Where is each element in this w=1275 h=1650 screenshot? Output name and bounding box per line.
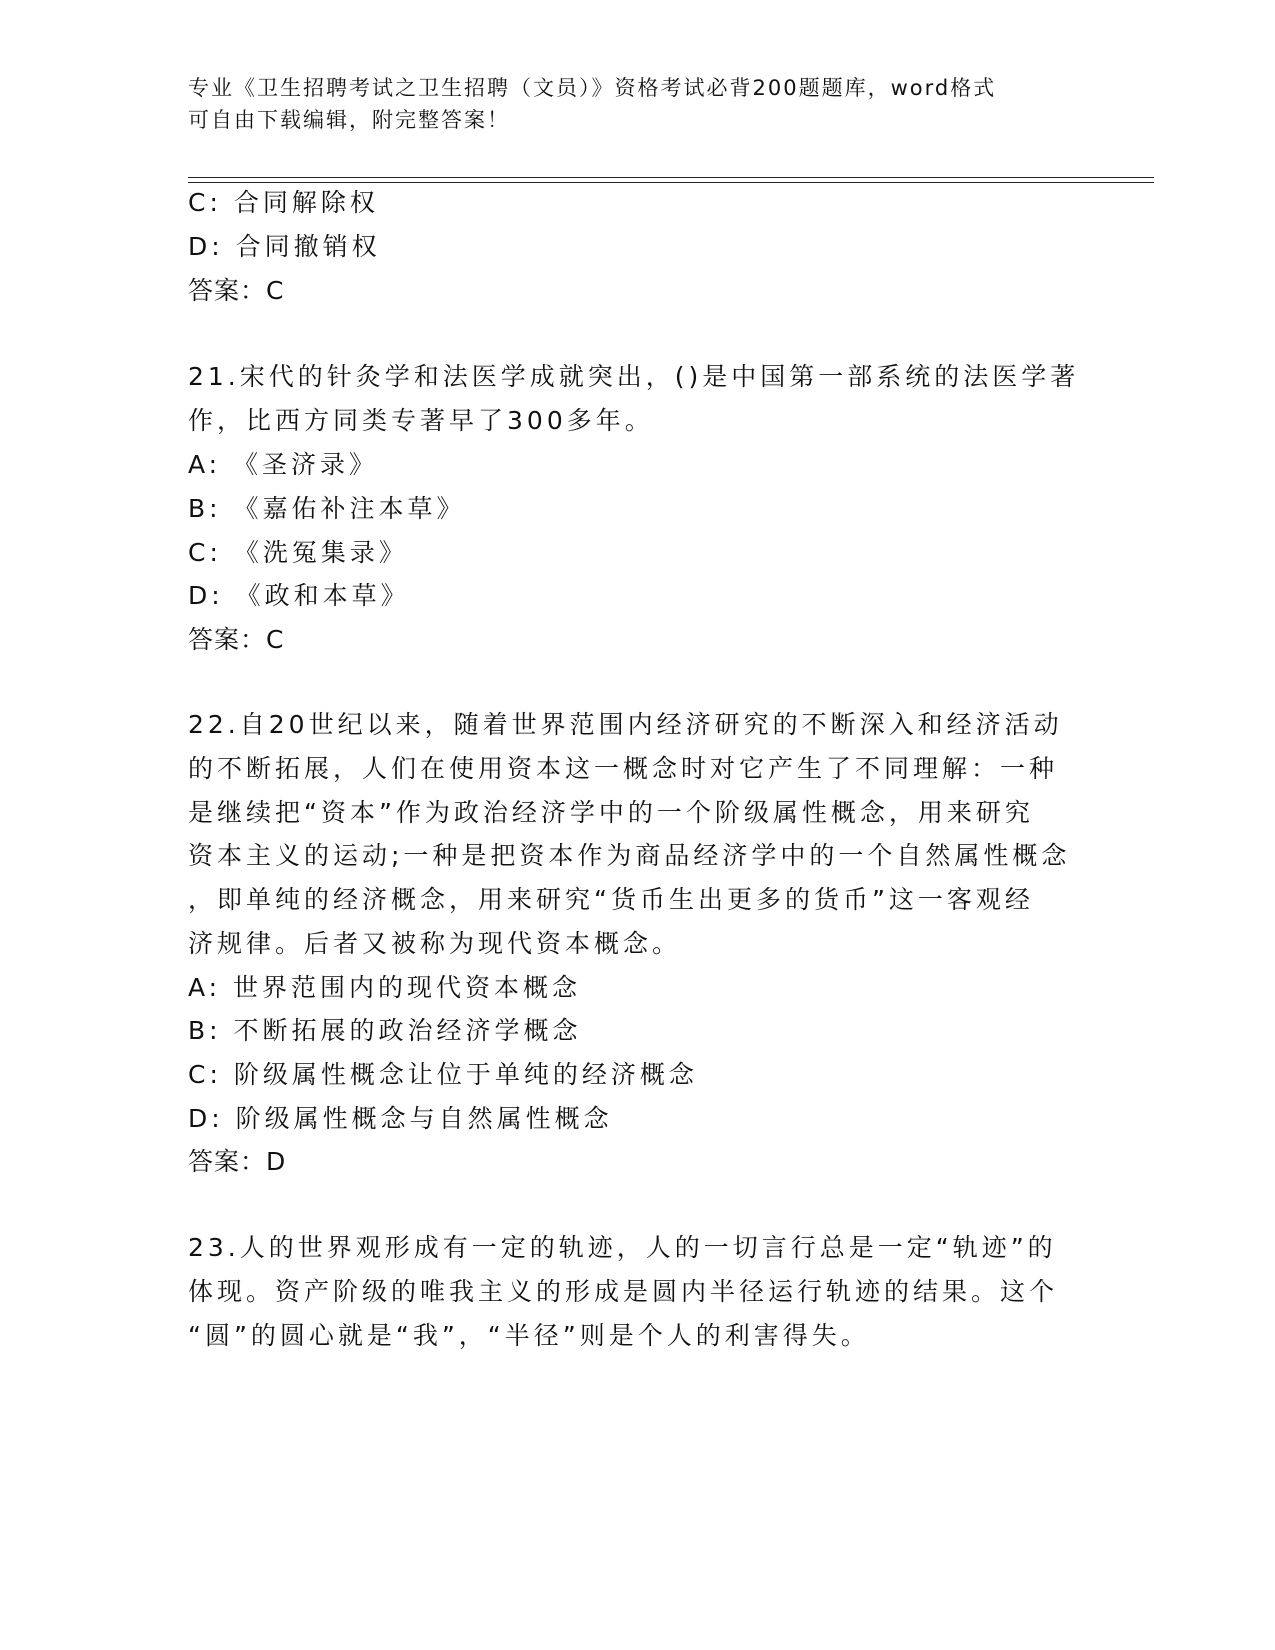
q20-option-d: D: 合同撤销权 (188, 232, 381, 261)
q22-stem-line-2: 的不断拓展，人们在使用资本这一概念时对它产生了不同理解：一种 (188, 754, 1059, 783)
page-header (188, 72, 1068, 136)
q21-stem-line-1: 21.宋代的针灸学和法医学成就突出，()是中国第一部系统的法医学著 (188, 362, 1080, 391)
q22-stem-line-1: 22.自20世纪以来，随着世界范围内经济研究的不断深入和经济活动 (188, 710, 1063, 739)
q22-stem-line-4: 资本主义的运动;一种是把资本作为商品经济学中的一个自然属性概念 (188, 841, 1071, 870)
q22-option-c: C: 阶级属性概念让位于单纯的经济概念 (188, 1060, 698, 1089)
q22-option-a: A: 世界范围内的现代资本概念 (188, 973, 582, 1002)
q22-stem-line-3: 是继续把“资本”作为政治经济学中的一个阶级属性概念，用来研究 (188, 798, 1034, 827)
header-title-line-2: 可自由下载编辑，附完整答案！ (188, 108, 510, 132)
q22-stem-line-6: 济规律。后者又被称为现代资本概念。 (188, 929, 682, 958)
q20-option-c: C: 合同解除权 (188, 188, 379, 217)
q21-option-a: A: 《圣济录》 (188, 450, 379, 479)
q22-option-d: D: 阶级属性概念与自然属性概念 (188, 1104, 613, 1133)
q22-answer: 答案：D (188, 1147, 287, 1176)
q20-answer: 答案：C (188, 276, 285, 305)
q22-stem-line-5: ，即单纯的经济概念，用来研究“货币生出更多的货币”这一客观经 (188, 885, 1034, 914)
q23-stem-line-1: 23.人的世界观形成有一定的轨迹，人的一切言行总是一定“轨迹”的 (188, 1233, 1057, 1262)
header-title-line-1: 专业《卫生招聘考试之卫生招聘（文员）》资格考试必背200题题库，word格式 (188, 76, 997, 100)
header-divider-top (188, 177, 1154, 178)
q21-option-b: B: 《嘉佑补注本草》 (188, 494, 466, 523)
q21-stem-line-2: 作，比西方同类专著早了300多年。 (188, 406, 654, 435)
q22-option-b: B: 不断拓展的政治经济学概念 (188, 1016, 582, 1045)
q23-stem-line-2: 体现。资产阶级的唯我主义的形成是圆内半径运行轨迹的结果。这个 (188, 1277, 1059, 1306)
q21-option-d: D: 《政和本草》 (188, 581, 410, 610)
q23-stem-line-3: “圆”的圆心就是“我”，“半径”则是个人的利害得失。 (188, 1321, 870, 1350)
q21-option-c: C: 《洗冤集录》 (188, 538, 408, 567)
q21-answer: 答案：C (188, 625, 285, 654)
